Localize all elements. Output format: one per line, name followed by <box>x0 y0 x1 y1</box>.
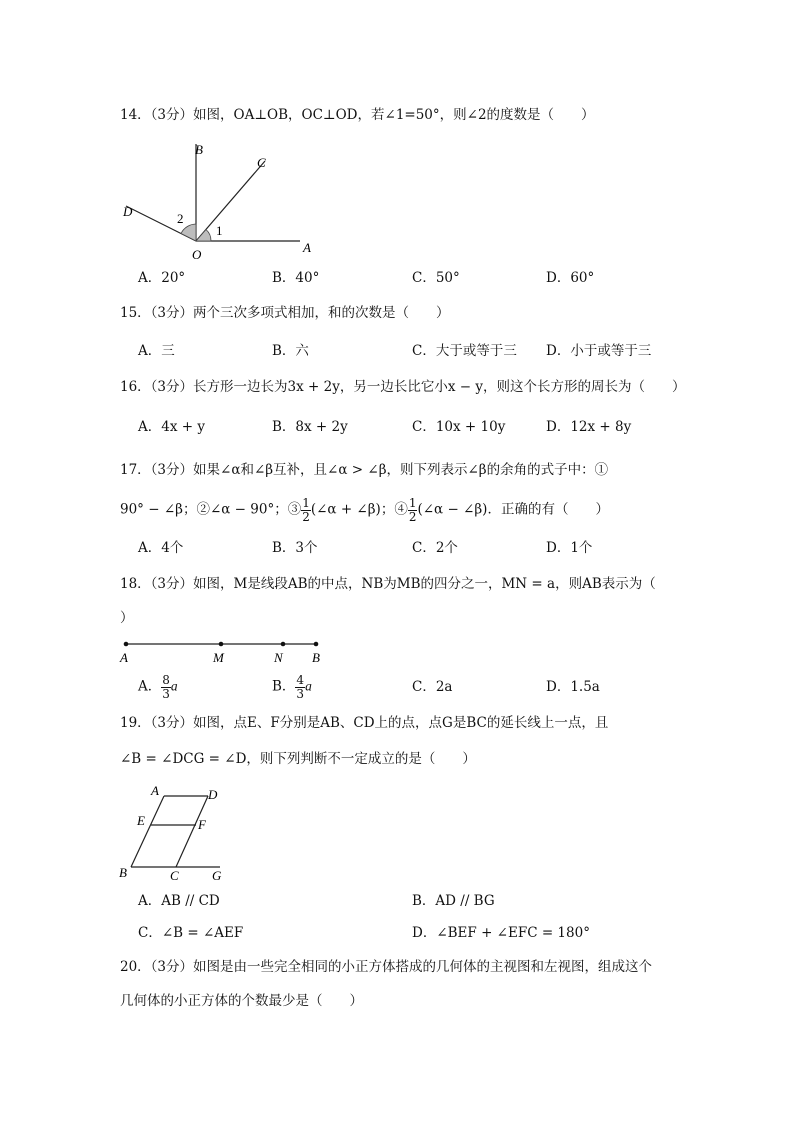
q20-stem-line1: 20．（3分）如图是由一些完全相同的小正方体搭成的几何体的主视图和左视图，组成这个 <box>120 959 653 975</box>
ray-oc <box>196 161 265 241</box>
q18-option-a[interactable] <box>138 674 178 700</box>
option-fraction <box>161 674 171 700</box>
q15-option-b[interactable]: B．六 <box>272 343 309 359</box>
q14-stem: 14．（3分）如图，OA⊥OB，OC⊥OD，若∠1=50°，则∠2的度数是（ ） <box>120 107 595 123</box>
q16-option-b[interactable]: B．8x + 2y <box>272 419 348 435</box>
q16-option-a[interactable]: A．4x + y <box>138 419 205 435</box>
option-var: a <box>305 678 312 694</box>
q17-line2-part-b: (∠α + ∠β)；④ <box>310 501 408 518</box>
q17-option-c[interactable]: C．2个 <box>412 540 458 556</box>
q17-fraction-half-1 <box>301 497 311 523</box>
label-a: A <box>120 650 128 665</box>
label-c: C <box>257 155 266 170</box>
q17-line2-part-c: (∠α − ∠β)．正确的有（ ） <box>417 501 609 518</box>
label-d: D <box>208 787 218 802</box>
label-b: B <box>119 865 127 880</box>
q18-option-b[interactable] <box>272 674 312 700</box>
q19-stem-line1: 19．（3分）如图，点E、F分别是AB、CD上的点，点G是BC的延长线上一点，且 <box>120 715 609 731</box>
point-a <box>124 642 129 647</box>
label-g: G <box>212 868 222 883</box>
q14-option-b[interactable]: B．40° <box>272 270 320 286</box>
q18-stem-line2: ） <box>120 610 134 626</box>
option-prefix: B． <box>272 678 296 695</box>
frac-den: 2 <box>302 509 310 524</box>
segment-ab <box>131 796 164 867</box>
option-prefix: D． <box>546 679 571 695</box>
q19-option-c[interactable]: C．∠B = ∠AEF <box>138 925 244 941</box>
frac-num: 8 <box>162 673 170 687</box>
option-var: a <box>170 678 178 694</box>
q17-line2-part-a: 90° − ∠β；②∠α − 90°；③ <box>120 501 302 518</box>
q15-stem: 15．（3分）两个三次多项式相加，和的次数是（ ） <box>120 305 450 321</box>
label-a: A <box>151 783 159 798</box>
q14-option-c[interactable]: C．50° <box>412 270 460 286</box>
point-b <box>314 642 319 647</box>
label-b: B <box>312 650 320 665</box>
q14-option-d[interactable]: D．60° <box>546 270 595 286</box>
label-c: C <box>170 868 179 883</box>
frac-num: 1 <box>408 496 417 510</box>
q18-option-d[interactable] <box>546 681 600 695</box>
label-angle-1: 1 <box>216 223 223 238</box>
q16-option-d[interactable]: D．12x + 8y <box>546 419 632 435</box>
label-o: O <box>192 247 202 262</box>
q17-stem-line1: 17．（3分）如果∠α和∠β互补，且∠α > ∠β，则下列表示∠β的余角的式子中：① <box>120 462 609 478</box>
frac-den: 3 <box>296 686 305 701</box>
q18-segment-diagram <box>118 636 333 666</box>
option-prefix: A． <box>138 678 162 695</box>
label-b: B <box>195 142 203 157</box>
q19-parallelogram-diagram <box>115 783 240 883</box>
frac-den: 3 <box>162 686 170 701</box>
frac-den: 2 <box>408 509 417 524</box>
option-value: 1.5a <box>570 679 600 695</box>
q17-option-b[interactable]: B．3个 <box>272 540 318 556</box>
q19-option-b[interactable]: B．AD // BG <box>412 893 495 909</box>
point-m <box>219 642 224 647</box>
option-value: 2a <box>435 679 453 695</box>
label-d: D <box>123 204 133 219</box>
q18-stem-line1: 18．（3分）如图，M是线段AB的中点，NB为MB的四分之一，MN = a，则AB表示为（ <box>120 576 656 592</box>
frac-num: 1 <box>302 496 310 510</box>
angle-2-marker <box>181 224 196 241</box>
q15-option-c[interactable]: C．大于或等于三 <box>412 343 517 359</box>
q14-option-a[interactable]: A．20° <box>138 270 186 286</box>
label-a: A <box>303 240 311 255</box>
q20-stem-line2: 几何体的小正方体的个数最少是（ ） <box>120 993 363 1009</box>
q17-option-d[interactable]: D．1个 <box>546 540 593 556</box>
q14-angle-diagram <box>115 138 325 263</box>
label-e: E <box>137 813 145 828</box>
label-angle-2: 2 <box>177 211 184 226</box>
q16-stem: 16．（3分）长方形一边长为3x + 2y，另一边长比它小x − y，则这个长方形的周长为（ ） <box>120 379 686 395</box>
q19-option-d[interactable]: D．∠BEF + ∠EFC = 180° <box>412 925 590 941</box>
q16-option-c[interactable]: C．10x + 10y <box>412 419 506 435</box>
q19-stem-line2: ∠B = ∠DCG = ∠D，则下列判断不一定成立的是（ ） <box>120 751 476 767</box>
label-n: N <box>274 650 283 665</box>
angle-1-marker <box>196 230 211 242</box>
q17-stem-line2 <box>120 497 609 523</box>
option-fraction <box>295 674 305 700</box>
q15-option-a[interactable]: A．三 <box>138 343 175 359</box>
option-prefix: C． <box>412 679 436 695</box>
point-n <box>281 642 286 647</box>
q17-option-a[interactable]: A．4个 <box>138 540 184 556</box>
frac-num: 4 <box>296 673 305 687</box>
label-f: F <box>198 817 206 832</box>
label-m: M <box>213 650 224 665</box>
q15-option-d[interactable]: D．小于或等于三 <box>546 343 652 359</box>
q19-option-a[interactable]: A．AB // CD <box>138 893 220 909</box>
q18-option-c[interactable] <box>412 681 452 695</box>
